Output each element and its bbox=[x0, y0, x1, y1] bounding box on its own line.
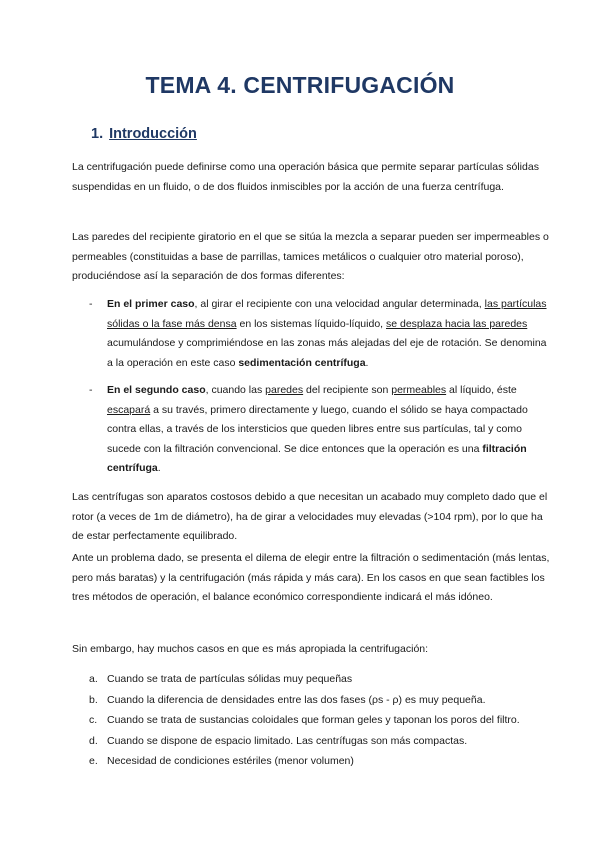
text-run: , cuando las bbox=[205, 384, 266, 396]
list-item bbox=[89, 751, 559, 772]
section-number: 1. bbox=[91, 126, 104, 142]
underlined-phrase: se desplaza hacia las paredes bbox=[386, 317, 528, 330]
paragraph-walls bbox=[72, 228, 550, 287]
list-marker: e. bbox=[89, 755, 98, 767]
bullet-text bbox=[107, 381, 549, 479]
underlined-phrase: escapará bbox=[107, 403, 151, 416]
paragraph-text: Las paredes del recipiente giratorio en el que se sitúa la mezcla a separar pueden ser impermeables o permeables (constituidas a base de parrillas, tamices metálicos o cualquier otro material poroso), produciéndose así la separación de dos formas diferentes: bbox=[72, 231, 549, 282]
paragraph-dilemma bbox=[72, 549, 550, 608]
list-marker: c. bbox=[89, 714, 98, 726]
list-item bbox=[89, 710, 559, 731]
list-item bbox=[89, 731, 559, 752]
text-run: . bbox=[365, 356, 369, 369]
list-item-text: Cuando se trata de sustancias coloidales que forman geles y taponan los poros del filtro. bbox=[107, 714, 520, 726]
section-title: Introducción bbox=[109, 126, 197, 142]
list-item-text: Cuando la diferencia de densidades entre las dos fases (ρs - ρ) es muy pequeña. bbox=[107, 693, 486, 706]
list-marker: a. bbox=[89, 673, 98, 685]
text-run: en los sistemas líquido-líquido, bbox=[236, 317, 386, 330]
paragraph-text: Sin embargo, hay muchos casos en que es más apropiada la centrifugación: bbox=[72, 643, 429, 655]
list-item bbox=[89, 669, 559, 690]
list-marker: b. bbox=[89, 693, 98, 706]
paragraph-text: Las centrífugas son aparatos costosos debido a que necesitan un acabado muy completo dado que el rotor (a veces de 1m de diámetro), ha de girar a velocidades muy elevadas (>104 rpm), por lo que ha de estar perfectamente equilibrado. bbox=[72, 491, 548, 542]
underlined-phrase: permeables bbox=[391, 384, 447, 396]
bullet-marker: - bbox=[89, 298, 93, 310]
paragraph-definition bbox=[72, 158, 550, 197]
bold-lead: En el primer caso bbox=[107, 298, 195, 310]
bullet-marker: - bbox=[89, 384, 93, 396]
text-run: al líquido, éste bbox=[446, 384, 517, 396]
cases-list bbox=[89, 669, 559, 772]
text-run: del recipiente son bbox=[303, 384, 392, 396]
list-item bbox=[89, 690, 559, 711]
paragraph-text: Ante un problema dado, se presenta el dilema de elegir entre la filtración o sedimentación (más lentas, pero más baratas) y la centrifugación (más rápida y más cara). En los casos en que sean factibles los tres métodos de operación, el balance económico correspondiente indicará el más idóneo. bbox=[72, 552, 550, 603]
paragraph-cases-intro bbox=[72, 640, 550, 660]
underlined-phrase: paredes bbox=[265, 384, 304, 396]
list-item-text: Necesidad de condiciones estériles (menor volumen) bbox=[107, 755, 354, 767]
paragraph-text: La centrifugación puede definirse como una operación básica que permite separar partículas sólidas suspendidas en un fluido, o de dos fluidos inmiscibles por la acción de una fuerza centrífuga. bbox=[72, 161, 539, 193]
bullet-first-case bbox=[89, 295, 549, 373]
paragraph-costs bbox=[72, 488, 550, 547]
bullet-text bbox=[107, 295, 549, 373]
list-marker: d. bbox=[89, 734, 98, 747]
list-item-text: Cuando se dispone de espacio limitado. Las centrífugas son más compactas. bbox=[107, 734, 468, 747]
bold-term: sedimentación centrífuga bbox=[238, 356, 366, 369]
text-run: , al girar el recipiente con una velocidad angular determinada, bbox=[194, 298, 485, 310]
text-run: a su través, primero directamente y luego, cuando el sólido se haya compactado contra ellas, a través de los intersticios que queden libres entre sus partículas, tal y como sucede con la filtración convencional. Se dice entonces que la operación es una bbox=[107, 403, 528, 455]
text-run: acumulándose y comprimiéndose en las zonas más alejadas del eje de rotación. Se denomina a la operación en este caso bbox=[107, 337, 547, 369]
bold-lead: En el segundo caso bbox=[107, 384, 206, 396]
document-title: TEMA 4. CENTRIFUGACIÓN bbox=[145, 72, 455, 98]
list-item-text: Cuando se trata de partículas sólidas muy pequeñas bbox=[107, 673, 353, 685]
underlined-phrase: las partículas sólidas o la fase más densa bbox=[107, 298, 547, 330]
bold-term: filtración centrífuga bbox=[107, 442, 527, 474]
bullet-second-case bbox=[89, 381, 549, 479]
text-run: . bbox=[157, 462, 161, 474]
section-heading bbox=[91, 126, 197, 142]
